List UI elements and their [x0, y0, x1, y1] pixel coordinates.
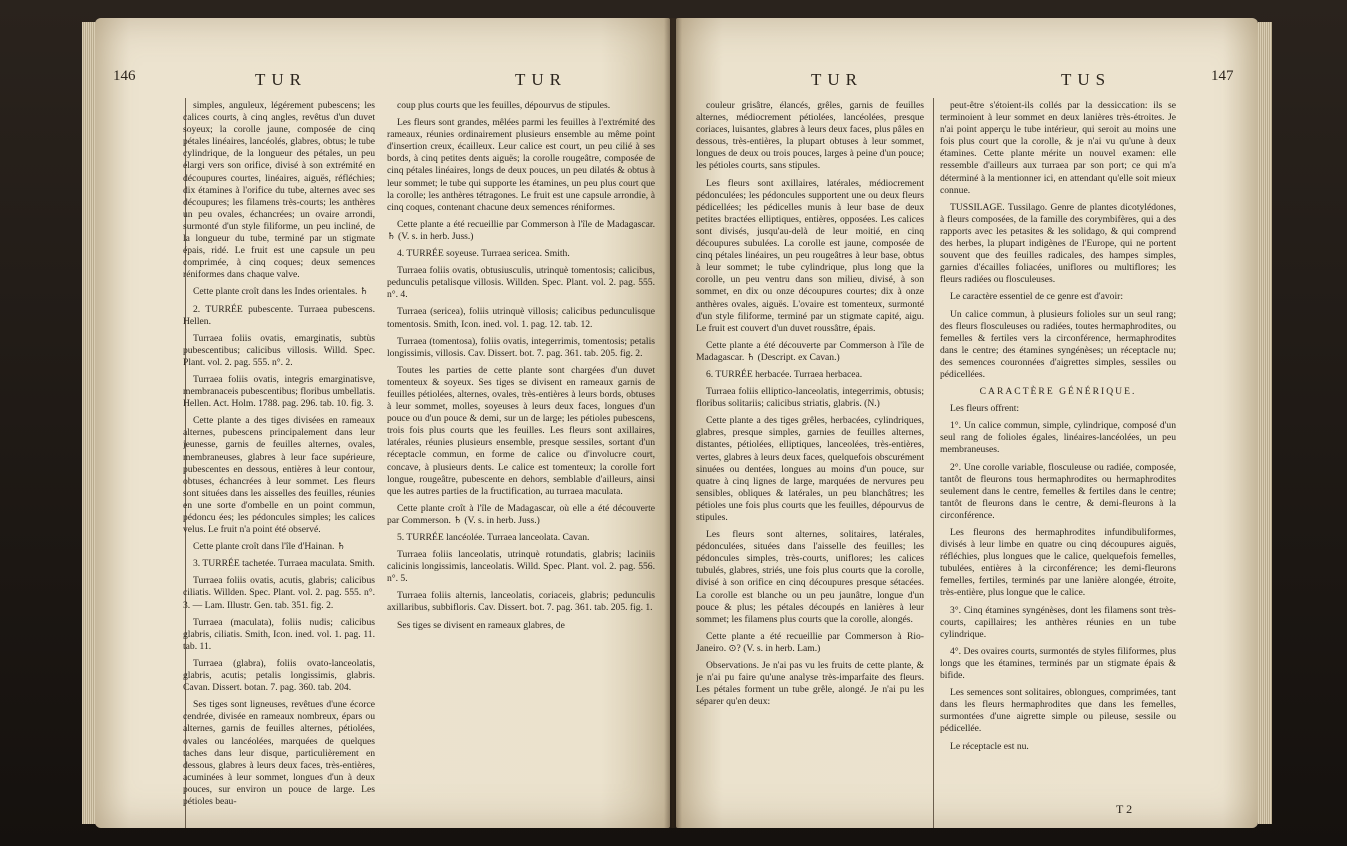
paragraph: Cette plante croît à l'île de Madagascar, où elle a été découverte par Commerson. ♄ (V. s. in herb. Juss.) — [387, 502, 655, 526]
paragraph: Le caractère essentiel de ce genre est d'avoir: — [950, 291, 1123, 303]
paragraph: Un calice commun, à plusieurs folioles sur un seul rang; des fleurs flosculeuses ou radiées, toutes hermaphrodites, ou femelles & fertiles vers la circonférence, hermaphrodites dans le centre; des étamines syngénèses; un réceptacle nu; des semences couronnées d'aigrettes simples, sessiles ou pédicellées. — [940, 308, 1176, 380]
paragraph: Les fleurs sont axillaires, latérales, médiocrement pédonculées; les pédoncules supportent une ou deux fleurs pédicellées; les pédicelles munis à leur base de deux petites bractées elliptiques, entières, opposées. Les calices sont divisés, jusqu'au-delà de leur moitié, en cinq découpures subulées. La corolle est jaune, composée de cinq pétales linéaires, un peu rougeâtres à leur base, obtus à leur sommet; le tube cylindrique, plus long que la corolle, un peu ventru dans son milieu, divisé, à son sommet, en dix ou onze découpures courtes; dix à onze anthères ovales, aiguës. L'ovaire est tomenteux, surmonté d'un style filiforme, terminé par un stigmate capité, aigu. Le fruit est couvert d'un duvet roussâtre, épais. — [696, 177, 924, 334]
running-head: TUR — [515, 70, 567, 89]
paragraph: Observations. Je n'ai pas vu les fruits de cette plante, & je n'ai pu faire qu'une analyse très-imparfaite des fleurs. Les pétales forment un tube grêle, alongé. Je n'ai pu les séparer qu'en deux: — [696, 660, 924, 708]
paragraph: Les fleurs sont grandes, mêlées parmi les feuilles à l'extrémité des rameaux, réunies ordinairement plusieurs ensemble au même point d'insertion creux, écailleux. Leur calice est court, un peu cilié à ses bords, à cinq petites dents aiguës; la corolle rougeâtre, composée de cinq pétales linéaires, longs de deux pouces, un peu dilatés & obtus à leur sommet; le tube qui supporte les étamines, un peu plus court que la corolle; les anthères tétragones. Le fruit est une capsule arrondie, à cinq coques, contenant chacune deux semences réniformes. — [387, 117, 655, 213]
paragraph: 3. TURRÉE tachetée. Turraea maculata. Smith. — [193, 558, 375, 570]
running-head: TUS — [1061, 70, 1112, 89]
right-page — [676, 18, 1258, 828]
paragraph: Turraea foliis lanceolatis, utrinquè rotundatis, glabris; laciniis calicinis longissimis, lanceolatis. Willd. Spec. Plant. vol. 2. pag. 556. n°. 5. — [387, 549, 655, 585]
paragraph: Turraea foliis elliptico-lanceolatis, integerrimis, obtusis; floribus solitariis; calicibus striatis, glabris. (N.) — [696, 386, 924, 410]
paragraph: coup plus courts que les feuilles, dépourvus de stipules. — [397, 100, 611, 111]
paragraph: CARACTÈRE GÉNÉRIQUE. — [979, 386, 1137, 398]
paragraph: Les semences sont solitaires, oblongues, comprimées, tant dans les fleurs hermaphrodites que dans les femelles, surmontées d'une aigrette simple ou pileuse, sessile ou pédicellée. — [940, 687, 1176, 735]
paragraph: couleur grisâtre, élancés, grêles, garnis de feuilles alternes, médiocrement pétiolées, lancéolées, presque coriaces, luisantes, glabres à leurs deux faces, plus pâles en dessous, très-entières, la plupart obtuses à leur sommet, longues de deux ou trois pouces, larges à peine d'un pouce; les pétioles courts, sans stipules. — [696, 100, 924, 172]
paragraph: TUSSILAGE. Tussilago. Genre de plantes dicotylédones, à fleurs composées, de la famille des corymbifères, qui a des rapports avec les petasites & les solidago, & qui comprend des herbes, la plupart indigènes de l'Europe, qui ne portent souvent que des feuilles radicales, des hampes simples, garnies d'écailles foliacées, uniflores ou multiflores; les fleurs radiées ou flosculeuses. — [940, 201, 1176, 286]
paragraph: Turraea foliis ovatis, integris emarginatisve, membranaceis pubescentibus; floribus umbellatis. Hellen. Act. Holm. 1788. pag. 296. tab. 10. fig. 3. — [183, 373, 375, 410]
book-gutter — [664, 18, 682, 828]
signature-mark: T 2 — [1116, 802, 1133, 816]
paragraph: Turraea (tomentosa), foliis ovatis, integerrimis, tomentosis; petalis longissimis, villosis. Cav. Dissert. bot. 7. pag. 361. tab. 205. fig. 2. — [387, 335, 655, 359]
paragraph: simples, anguleux, légérement pubescens; les calices courts, à cinq angles, revêtus d'un duvet soyeux; la corolle jaune, composée de cinq pétales linéaires, lancéolés, glabres, obtus; le tube cylindrique, de la longueur des pétales, un peu élargi vers son orifice, divisé à son extrémité en découpures courtes, linéaires, aiguës, réfléchies; dix étamines à l'orifice du tube, alternes avec ses découpures; les filamens très-courts; les anthères un peu ovales, échancrées; un ovaire arrondi, surmonté d'un style filiforme, un peu incliné, de la longueur du tube, terminé par un stigmate épais, ridé. Le fruit est une capsule un peu comprimée, à cinq coques; deux semences réniformes dans chaque valve. — [183, 100, 375, 281]
paragraph: Turraea foliis ovatis, acutis, glabris; calicibus ciliatis. Willden. Spec. Plant. vol. 2. pag. 555. n°. 3. — Lam. Illustr. Gen. tab. 351. fig. 2. — [183, 575, 375, 611]
paragraph: 6. TURRÉE herbacée. Turraea herbacea. — [706, 368, 863, 380]
page-edge-right — [1258, 22, 1272, 824]
left-column-1 — [183, 100, 375, 828]
paragraph: Les fleurs sont alternes, solitaires, latérales, pédonculées, situées dans l'aisselle des feuilles; les pédoncules simples, très-courts, uniflores; les calices tubulés, glabres, striés, une fois plus courts que la corolle, divisé à son orifice en cinq découpures presque sétacées. La corolle est blanche ou un peu jaunâtre, longue d'un pouce & plus; les pétales découpés en lanières à leur sommet; les filamens plus courts que la corolle, alongés. — [696, 529, 924, 625]
right-column-1 — [696, 100, 924, 828]
paragraph: 1°. Un calice commun, simple, cylindrique, composé d'un seul rang de folioles égales, linéaires-lancéolées, un peu membraneuses. — [940, 420, 1176, 456]
paragraph: Turraea (maculata), foliis nudis; calicibus glabris, ciliatis. Smith, Icon. ined. vol. 1. pag. 11. tab. 11. — [183, 616, 375, 652]
paragraph: 4°. Des ovaires courts, surmontés de styles filiformes, plus longs que les étamines, terminés par un stigmate épais & bifide. — [940, 645, 1176, 682]
left-page — [95, 18, 670, 828]
paragraph: Turraea (sericea), foliis utrinquè villosis; calicibus pedunculisque tomentosis. Smith, Icon. ined. vol. 1. pag. 12. tab. 12. — [387, 306, 655, 330]
paragraph: peut-être s'étoient-ils collés par la dessiccation: ils se terminoient à leur sommet en deux lanières très-étroites. Je n'ai point apperçu le tube intérieur, qui seroit au moins une fois plus court que la corolle, & je n'ai vu qu'une à deux étamines. Cette plante mérite un nouvel examen: elle ressemble d'ailleurs aux turraea par son port; ce qui m'a déterminé à la mentionner ici, en attendant qu'elle soit mieux connue. — [940, 100, 1176, 196]
column-rule — [933, 98, 934, 828]
paragraph: Cette plante a été découverte par Commerson à l'île de Madagascar. ♄ (Descript. ex Cavan.) — [696, 339, 924, 363]
paragraph: 2°. Une corolle variable, flosculeuse ou radiée, composée, tantôt de fleurons tous hermaphrodites ou hermaphrodites seulement dans le centre, femelles & fertiles dans le centre; tantôt de fleurons dans le centre, & demi-fleurons à la circonférence. — [940, 461, 1176, 521]
paragraph: Cette plante a des tiges divisées en rameaux alternes, pubescens principalement dans leur jeunesse, garnis de feuilles alternes, ovales, membraneuses, glabres à leur face supérieure, pubescentes en dessous, entières à leur contour, obtuses, échancrées à leur sommet. Les fleurs sont situées dans les aisselles des feuilles, réunies en une sorte d'ombelle en un point commun, pédoncu ées; les pédoncules simples; les calices velus. Le fruit n'a point été observé. — [183, 415, 375, 536]
paragraph: 4. TURRÉE soyeuse. Turraea sericea. Smith. — [397, 248, 570, 260]
running-head: TUR — [255, 70, 307, 89]
paragraph: Turraea foliis ovatis, obtusiusculis, utrinquè tomentosis; calicibus, pedunculis petalisque villosis. Willden. Spec. Plant. vol. 2. pag. 555. n°. 4. — [387, 265, 655, 301]
paragraph: Ses tiges se divisent en rameaux glabres, de — [397, 619, 565, 631]
paragraph: Les fleurons des hermaphrodites infundibuliformes, divisés à leur limbe en quatre ou cinq découpures aiguës, réfléchies, plus longues que le calice, quelquefois femelles, tubulées, entières à la circonférence; les demi-fleurons femelles, fertiles, terminés par une lanière alongée, étroite, très-entière, plus longue que le calice. — [940, 527, 1176, 599]
paragraph: Turraea foliis alternis, lanceolatis, coriaceis, glabris; pedunculis axillaribus, subbifloris. Cav. Dissert. bot. 7. pag. 361. tab. 205. fig. 1. — [387, 590, 655, 614]
page-number: 146 — [113, 68, 136, 84]
paragraph: 3°. Cinq étamines syngénèses, dont les filamens sont très-courts, capillaires; les anthères réunies en un tube cylindrique. — [940, 604, 1176, 640]
paragraph: Cette plante a été recueillie par Commerson à l'île de Madagascar. ♄ (V. s. in herb. Juss.) — [387, 218, 655, 242]
paragraph: Cette plante a des tiges grêles, herbacées, cylindriques, glabres, presque simples, garnies de feuilles alternes, distantes, pétiolées, elliptiques, lanceolées, très-entières, vertes, glabres à leurs deux faces, quelquefois obscurément sinuées ou dentées, longues au moins d'un pouce, sur quatre à cinq lignes de large, marquées de nervures peu sensibles, obliques & latérales, un peu blanchâtres; les pétioles une fois plus courts que les feuilles, dépourvus de stipules. — [696, 415, 924, 523]
paragraph: Turraea foliis ovatis, emarginatis, subtùs pubescentibus; calicibus villosis. Willd. Spec. Plant. vol. 2. pag. 555. n°. 2. — [183, 332, 375, 368]
left-column-2 — [387, 100, 655, 828]
paragraph: Toutes les parties de cette plante sont chargées d'un duvet tomenteux & soyeux. Ses tiges se divisent en rameaux garnis de feuilles pétiolées, alternes, ovales, très-entières à leurs bords, obtuses à leur sommet, molles, soyeuses à leurs deux faces, longues d'un pouce ou d'un pouce & demi, sur un de large; les pétioles pubescens, trois fois plus courts que les feuilles. Les fleurs sont axillaires, latérales, réunies plusieurs ensemble, presque sessiles, sortant d'un réceptacle commun, en forme de calice ou d'involucre court, concave, à plusieurs dents. Le calice est tomenteux; la corolle fort longue, rougeâtre, pubescente en dehors, semblable d'ailleurs, ainsi que les autres parties de la fructification, au turraea maculata. — [387, 364, 655, 497]
paragraph: 5. TURRÉE lancéolée. Turraea lanceolata. Cavan. — [397, 532, 590, 543]
page-edge-left — [82, 22, 96, 824]
paragraph: Les fleurs offrent: — [950, 403, 1020, 415]
paragraph: Le réceptacle est nu. — [950, 740, 1029, 752]
paragraph: Cette plante a été recueillie par Commerson à Rio-Janeiro. ⊙? (V. s. in herb. Lam.) — [696, 630, 924, 654]
paragraph: Ses tiges sont ligneuses, revêtues d'une écorce cendrée, divisée en rameaux nombreux, épars ou alternes, garnis de feuilles alternes, pétiolées, ovales ou lancéolées, marquées de quelques taches dans leur disque, particulièrement en dessous, glabres à leurs deux faces, très-entières, acuminées à leur sommet, longues d'un à deux pouces, sur environ un pouce de large. Les pétioles beau- — [183, 699, 375, 807]
paragraph: Cette plante croît dans les Indes orientales. ♄ — [193, 286, 369, 298]
paragraph: 2. TURRÉE pubescente. Turraea pubescens. Hellen. — [183, 303, 375, 327]
paragraph: Cette plante croît dans l'île d'Hainan. ♄ — [193, 541, 346, 553]
page-number: 147 — [1211, 68, 1234, 84]
running-head: TUR — [811, 70, 863, 89]
paragraph: Turraea (glabra), foliis ovato-lanceolatis, glabris, acutis; petalis longissimis, glabris. Cavan. Dissert. botan. 7. pag. 360. tab. 204. — [183, 657, 375, 694]
right-column-2 — [940, 100, 1176, 828]
